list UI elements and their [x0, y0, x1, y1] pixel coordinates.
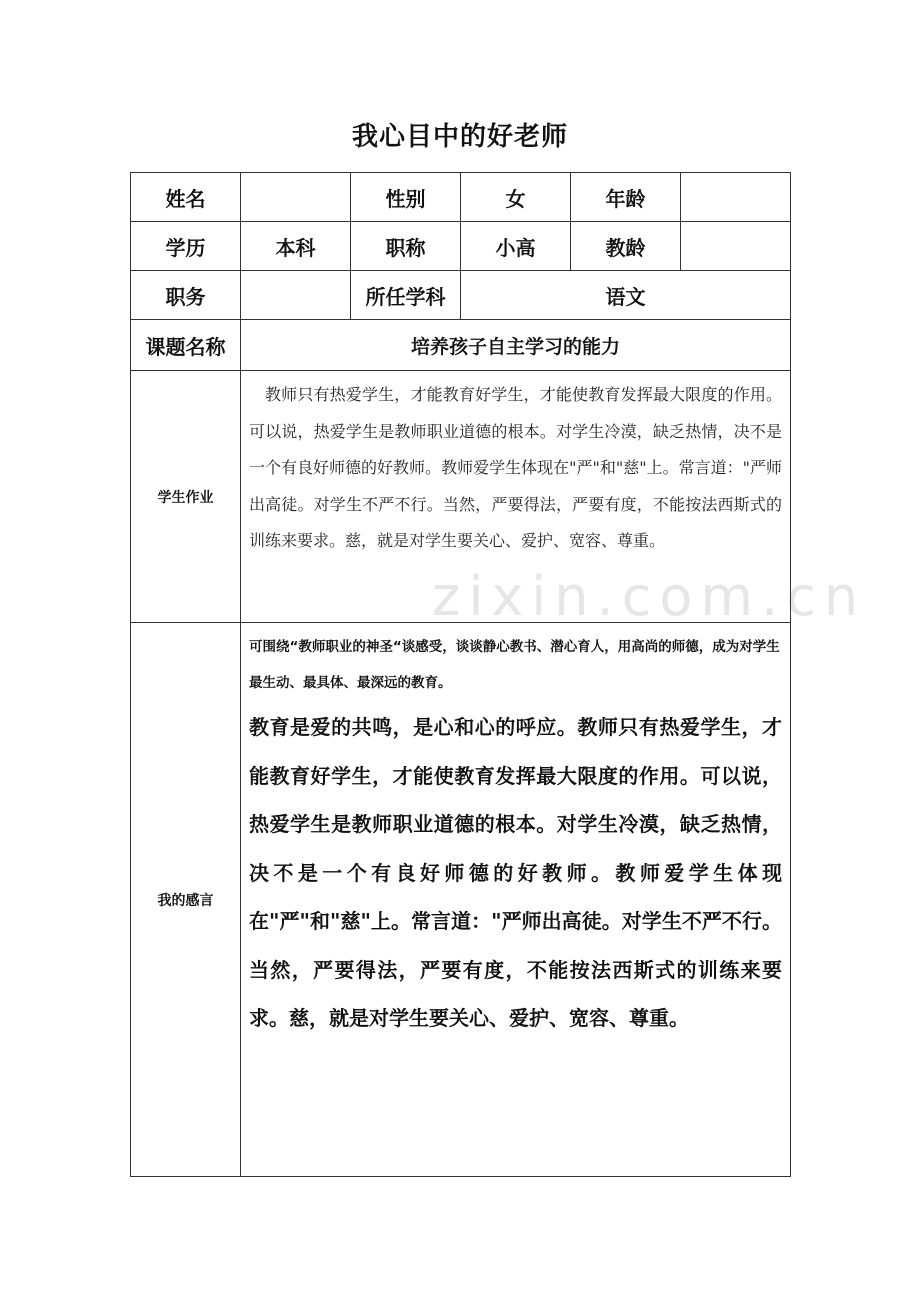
homework-label: 学生作业	[131, 371, 241, 623]
table-row-feelings	[131, 623, 791, 1177]
teaching-years-value	[681, 222, 791, 271]
age-value	[681, 173, 791, 222]
feelings-text: 教育是爱的共鸣，是心和心的呼应。教师只有热爱学生，才能教育好学生，才能使教育发挥最大限度的作用。可以说，热爱学生是教师职业道德的根本。对学生冷漠，缺乏热情，决不是一个有良好师德的好教师。教师爱学生体现在"严"和"慈"上。常言道："严师出高徒。对学生不严不行。当然，严要得法，严要有度，不能按法西斯式的训练来要求。慈，就是对学生要关心、爱护、宽容、尊重。	[249, 715, 782, 1030]
subject-value: 语文	[461, 271, 791, 320]
gender-label: 性别	[351, 173, 461, 222]
name-label: 姓名	[131, 173, 241, 222]
watermark: zixin.com.cn	[432, 565, 867, 628]
gender-value: 女	[461, 173, 571, 222]
homework-text: 教师只有热爱学生，才能教育好学生，才能使教育发挥最大限度的作用。可以说，热爱学生是教师职业道德的根本。对学生冷漠，缺乏热情，决不是一个有良好师德的好教师。教师爱学生体现在"严"和"慈"上。常言道："严师出高徒。对学生不严不行。当然，严要得法，严要有度，不能按法西斯式的训练来要求。慈，就是对学生要关心、爱护、宽容、尊重。	[241, 371, 791, 623]
table-row-basic-info	[131, 173, 791, 222]
teaching-years-label: 教龄	[571, 222, 681, 271]
teacher-form-table	[130, 172, 791, 1177]
education-label: 学历	[131, 222, 241, 271]
topic-value: 培养孩子自主学习的能力	[241, 320, 791, 371]
table-row-homework	[131, 371, 791, 623]
age-label: 年龄	[571, 173, 681, 222]
topic-label: 课题名称	[131, 320, 241, 371]
table-row-position	[131, 271, 791, 320]
feelings-hint: 可围绕“教师职业的神圣“谈感受，谈谈静心教书、潜心育人，用高尚的师德，成为对学生最生动、最具体、最深远的教育。	[249, 639, 780, 691]
table-row-education	[131, 222, 791, 271]
feelings-cell	[241, 623, 791, 1177]
subject-label: 所任学科	[351, 271, 461, 320]
page-title: 我心目中的好老师	[351, 122, 568, 152]
feelings-label: 我的感言	[131, 623, 241, 1177]
position-label: 职务	[131, 271, 241, 320]
name-value	[241, 173, 351, 222]
table-row-topic	[131, 320, 791, 371]
education-value: 本科	[241, 222, 351, 271]
position-value	[241, 271, 351, 320]
professional-title-label: 职称	[351, 222, 461, 271]
professional-title-value: 小高	[461, 222, 571, 271]
